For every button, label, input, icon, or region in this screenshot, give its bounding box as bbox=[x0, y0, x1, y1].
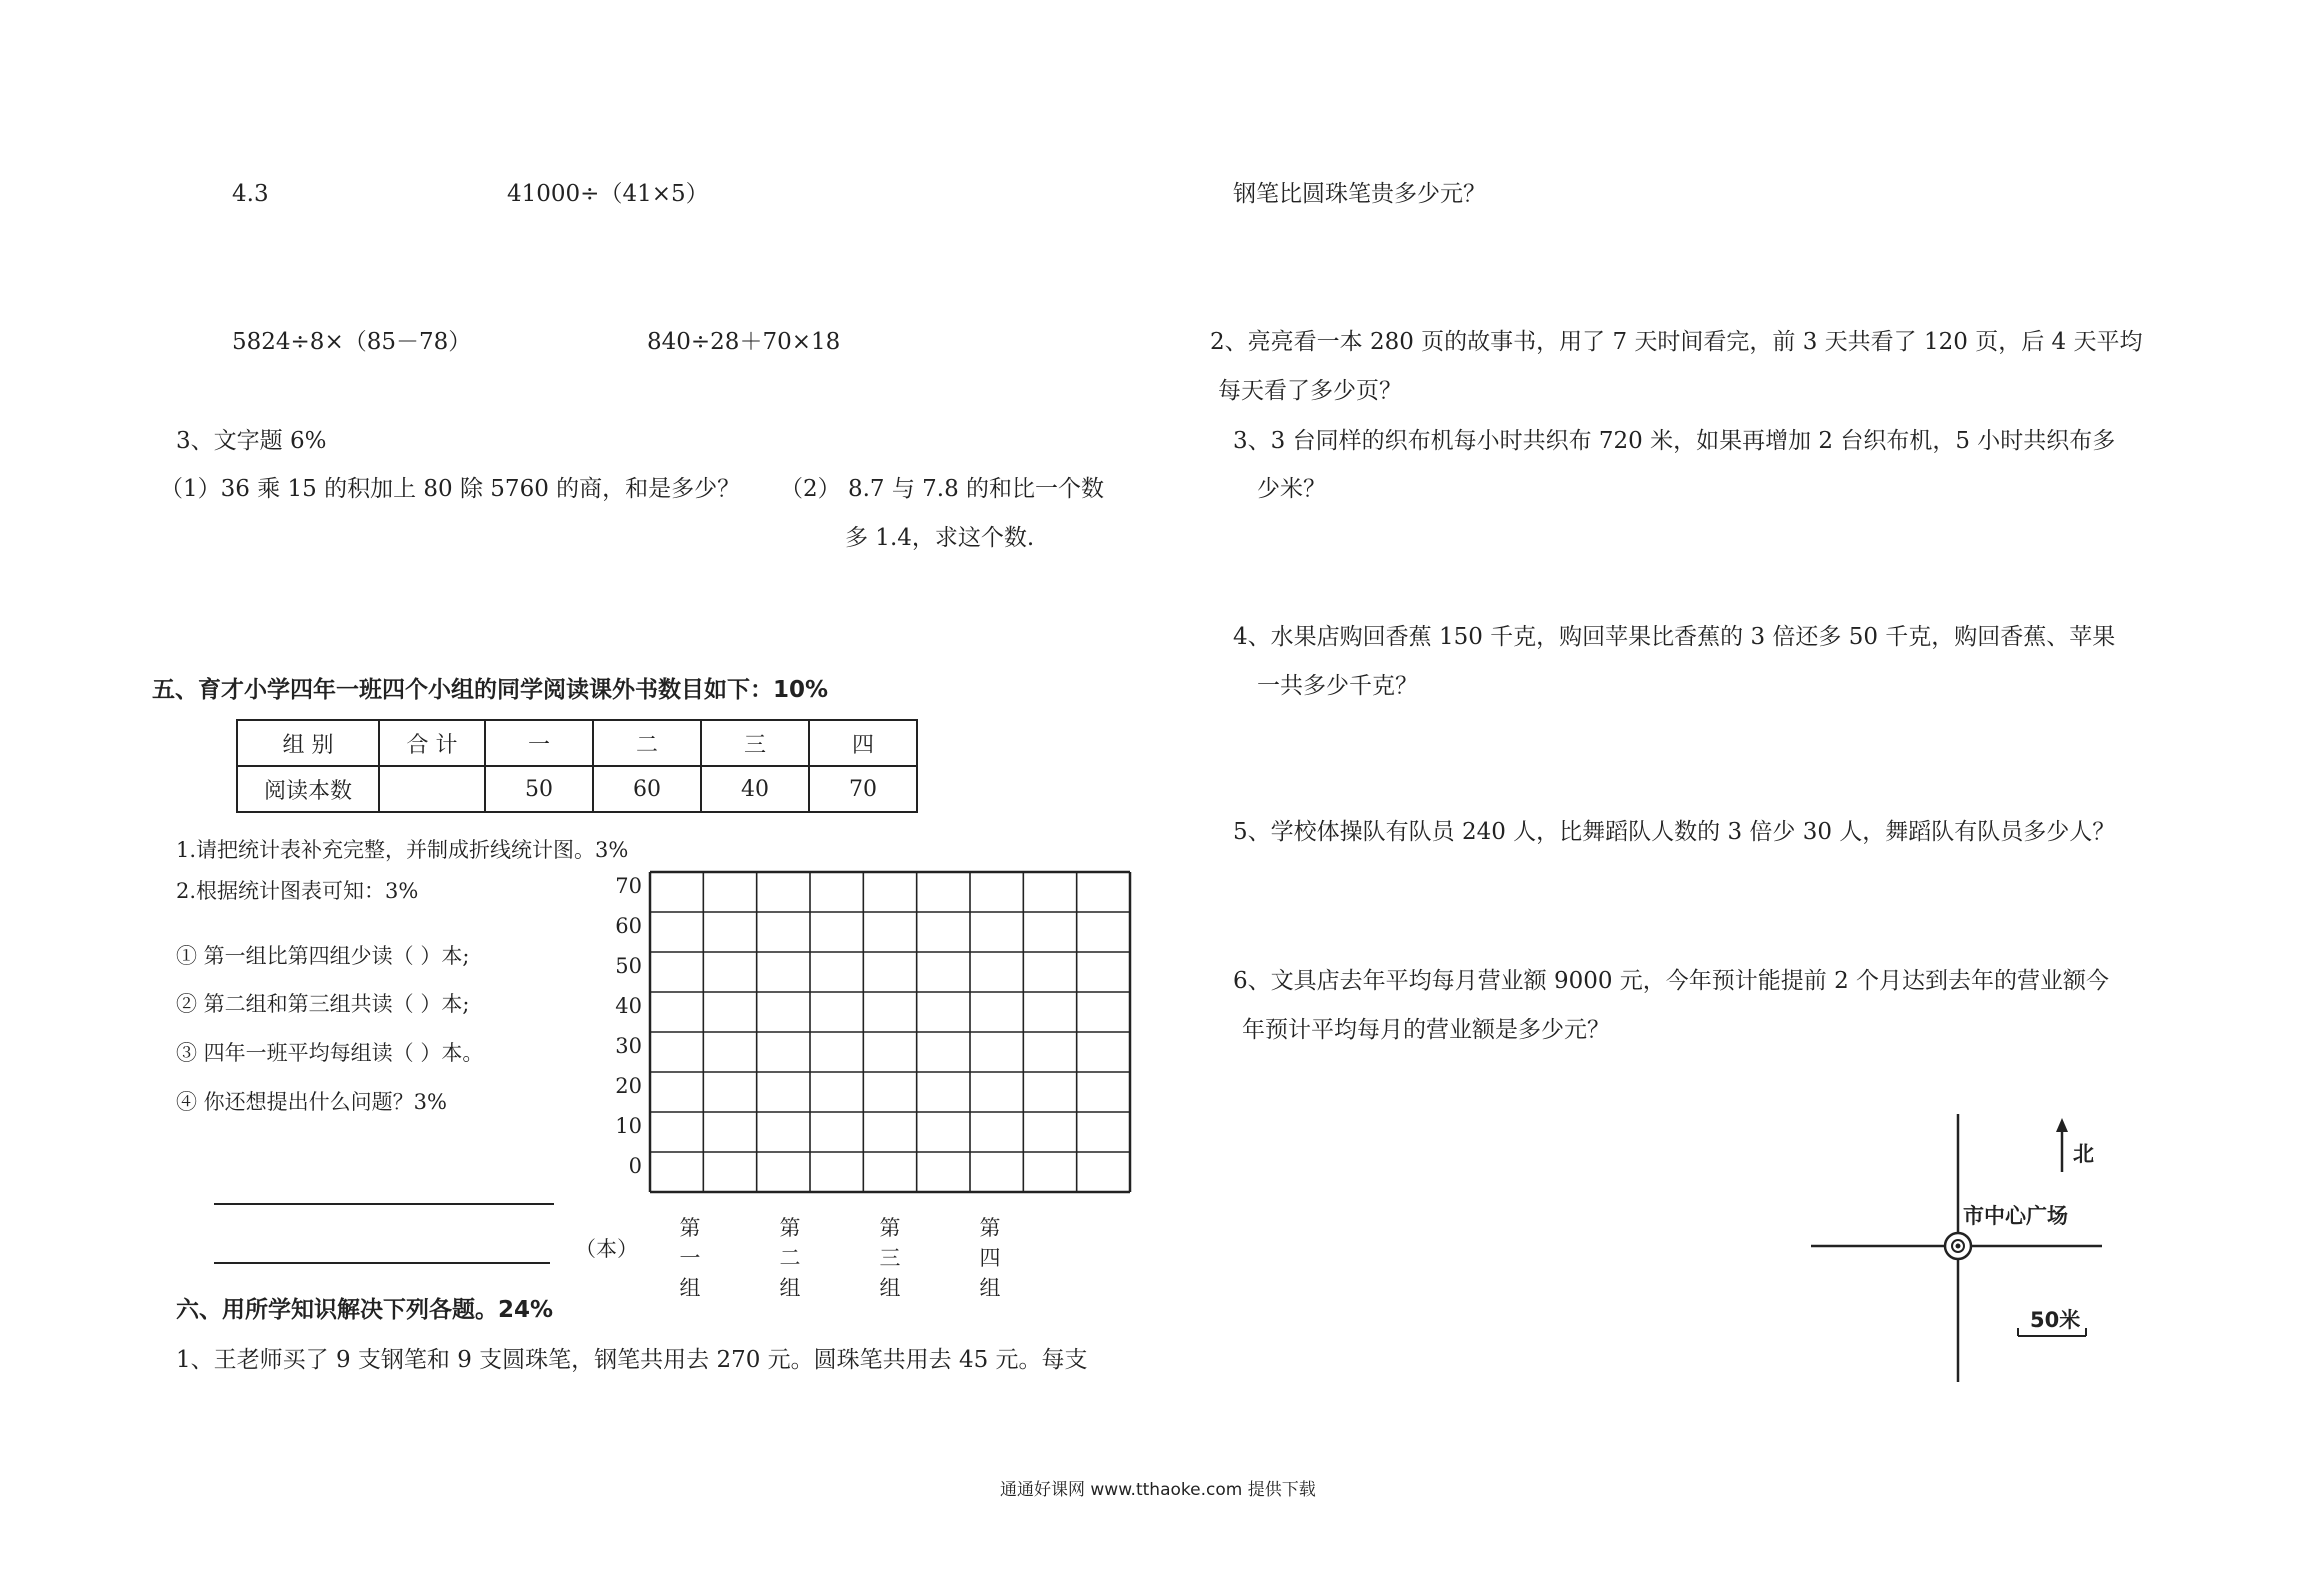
problem-3-line1: 3、3 台同样的织布机每小时共织布 720 米，如果再增加 2 台织布机，5 小时共织布多 bbox=[1233, 428, 2116, 454]
problem-1-line1: 1、王老师买了 9 支钢笔和 9 支圆珠笔，钢笔共用去 270 元。圆珠笔共用去 45 元。每支 bbox=[176, 1347, 1088, 1373]
problem-1-line2: 钢笔比圆珠笔贵多少元？ bbox=[1233, 181, 1486, 207]
x-tick-label: 第 四 组 bbox=[979, 1216, 1001, 1300]
table-cell: 60 bbox=[593, 766, 701, 812]
section-5-sub4: ④ 你还想提出什么问题？3% bbox=[176, 1090, 447, 1114]
problem-3-line2: 少米？ bbox=[1257, 476, 1326, 502]
calc-item-1: 4.3 bbox=[232, 181, 269, 207]
y-tick-label: 40 bbox=[615, 994, 642, 1018]
section-5-sub3: ③ 四年一班平均每组读（ ）本。 bbox=[176, 1041, 484, 1065]
y-tick-label: 20 bbox=[615, 1074, 642, 1098]
problem-2-line1: 2、亮亮看一本 280 页的故事书，用了 7 天时间看完，前 3 天共看了 120 页，后 4 天平均 bbox=[1210, 329, 2143, 355]
problem-4-line1: 4、水果店购回香蕉 150 千克，购回苹果比香蕉的 3 倍还多 50 千克，购回香蕉、苹果 bbox=[1233, 624, 2116, 650]
word-problem-2-line1: （2） 8.7 与 7.8 的和比一个数 bbox=[780, 476, 1105, 502]
map-sketch bbox=[1810, 1110, 2110, 1400]
word-problem-2-line2: 多 1.4，求这个数. bbox=[845, 525, 1035, 551]
north-label: 北 bbox=[2073, 1142, 2094, 1166]
calc-item-4: 840÷28＋70×18 bbox=[647, 329, 841, 355]
table-cell: 二 bbox=[593, 720, 701, 766]
table-cell: 三 bbox=[701, 720, 809, 766]
problem-5: 5、学校体操队有队员 240 人，比舞蹈队人数的 3 倍少 30 人，舞蹈队有队员多少人？ bbox=[1233, 819, 2116, 845]
section-5-q2: 2.根据统计图表可知：3% bbox=[176, 879, 419, 903]
table-cell: 70 bbox=[809, 766, 917, 812]
y-tick-label: 70 bbox=[615, 874, 642, 898]
table-cell-total-blank[interactable] bbox=[379, 766, 485, 812]
y-tick-label: 50 bbox=[615, 954, 642, 978]
table-cell: 50 bbox=[485, 766, 593, 812]
y-tick-label: 10 bbox=[615, 1114, 642, 1138]
table-cell: 一 bbox=[485, 720, 593, 766]
y-tick-label: 0 bbox=[628, 1154, 642, 1178]
y-tick-label: 60 bbox=[615, 914, 642, 938]
answer-line[interactable] bbox=[214, 1203, 554, 1205]
section-5-sub1: ① 第一组比第四组少读（ ）本; bbox=[176, 944, 470, 968]
stats-table bbox=[236, 719, 918, 813]
chart-unit-label: （本） bbox=[575, 1237, 638, 1261]
problem-4-line2: 一共多少千克？ bbox=[1257, 673, 1418, 699]
problem-6-line2: 年预计平均每月的营业额是多少元？ bbox=[1242, 1017, 1610, 1043]
section-5-q1: 1.请把统计表补充完整，并制成折线统计图。3% bbox=[176, 838, 629, 862]
table-header-row bbox=[237, 720, 917, 766]
table-cell: 阅读本数 bbox=[237, 766, 379, 812]
north-arrowhead-icon bbox=[2056, 1118, 2068, 1132]
section-5-sub2: ② 第二组和第三组共读（ ）本; bbox=[176, 992, 470, 1016]
y-tick-label: 30 bbox=[615, 1034, 642, 1058]
x-tick-label: 第 三 组 bbox=[879, 1216, 901, 1300]
calc-item-3: 5824÷8×（85－78） bbox=[232, 329, 472, 355]
problem-2-line2: 每天看了多少页？ bbox=[1218, 378, 1402, 404]
x-tick-label: 第 一 组 bbox=[679, 1216, 701, 1300]
table-cell: 四 bbox=[809, 720, 917, 766]
section-5-title: 五、育才小学四年一班四个小组的同学阅读课外书数目如下：10% bbox=[152, 677, 829, 703]
answer-line[interactable] bbox=[214, 1262, 550, 1264]
table-cell: 40 bbox=[701, 766, 809, 812]
word-problems-heading: 3、文字题 6% bbox=[176, 428, 327, 454]
table-cell: 合 计 bbox=[379, 720, 485, 766]
word-problem-1: （1）36 乘 15 的积加上 80 除 5760 的商，和是多少？ bbox=[160, 476, 741, 502]
x-tick-label: 第 二 组 bbox=[779, 1216, 801, 1300]
target-icon-dot bbox=[1956, 1244, 1961, 1249]
problem-6-line1: 6、文具店去年平均每月营业额 9000 元，今年预计能提前 2 个月达到去年的营业额今 bbox=[1233, 968, 2110, 994]
map-scale-label: 50米 bbox=[2030, 1308, 2081, 1332]
chart-grid-svg[interactable] bbox=[650, 872, 1130, 1192]
map-center-label: 市中心广场 bbox=[1963, 1204, 2068, 1228]
table-cell: 组 别 bbox=[237, 720, 379, 766]
footer-text: 通通好课网 www.tthaoke.com 提供下载 bbox=[1000, 1480, 1316, 1500]
table-row bbox=[237, 766, 917, 812]
section-6-title: 六、用所学知识解决下列各题。24% bbox=[176, 1297, 554, 1323]
calc-item-2: 41000÷（41×5） bbox=[507, 181, 709, 207]
